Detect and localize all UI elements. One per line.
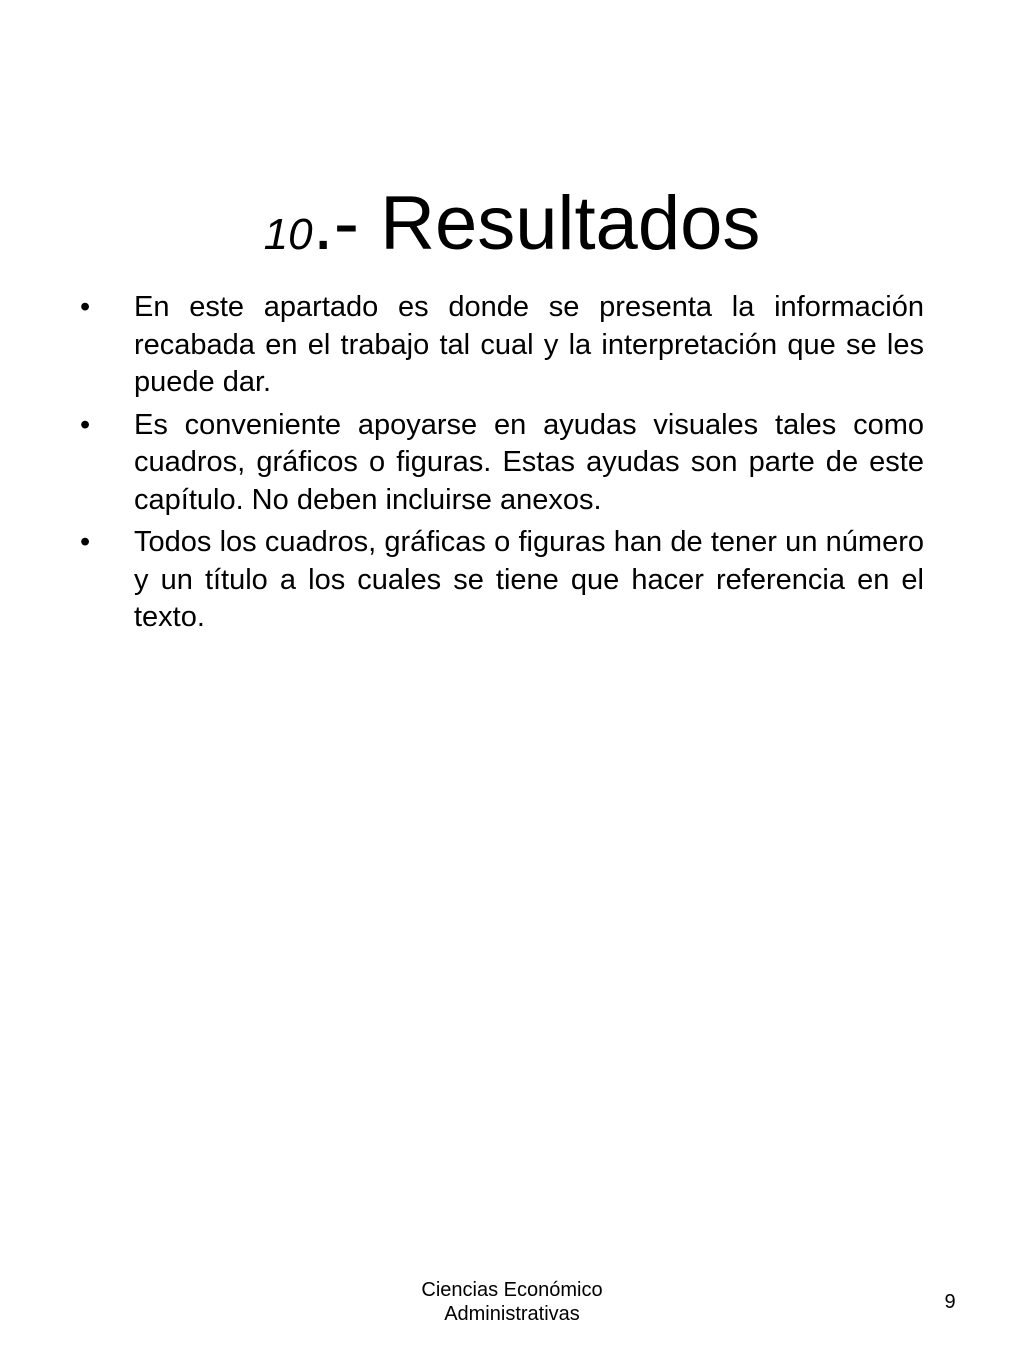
bullet-icon: •	[80, 408, 91, 441]
title-number: 10	[263, 209, 313, 259]
footer-line-1: Ciencias Económico	[421, 1279, 603, 1301]
footer-line-2: Administrativas	[444, 1303, 580, 1325]
title-text: .- Resultados	[312, 180, 761, 266]
page-number: 9	[944, 1291, 956, 1313]
slide-title	[0, 179, 1024, 280]
list-item	[80, 407, 924, 520]
bullet-icon: •	[80, 291, 91, 323]
bullet-list	[80, 289, 924, 642]
footer-caption	[362, 1278, 662, 1326]
bullet-text: Es conveniente apoyarse en ayudas visuales tales como cuadros, gráficos o figuras. Estas ayudas son parte de este capítulo. No deben incluirse anexos.	[134, 408, 924, 516]
list-item	[80, 524, 924, 637]
bullet-text: Todos los cuadros, gráficas o figuras han de tener un número y un título a los cuales se tiene que hacer referencia en el texto.	[134, 526, 924, 633]
list-item	[80, 289, 924, 402]
bullet-text: En este apartado es donde se presenta la información recabada en el trabajo tal cual y la interpretación que se les puede dar.	[134, 291, 924, 398]
bullet-icon: •	[80, 526, 91, 558]
